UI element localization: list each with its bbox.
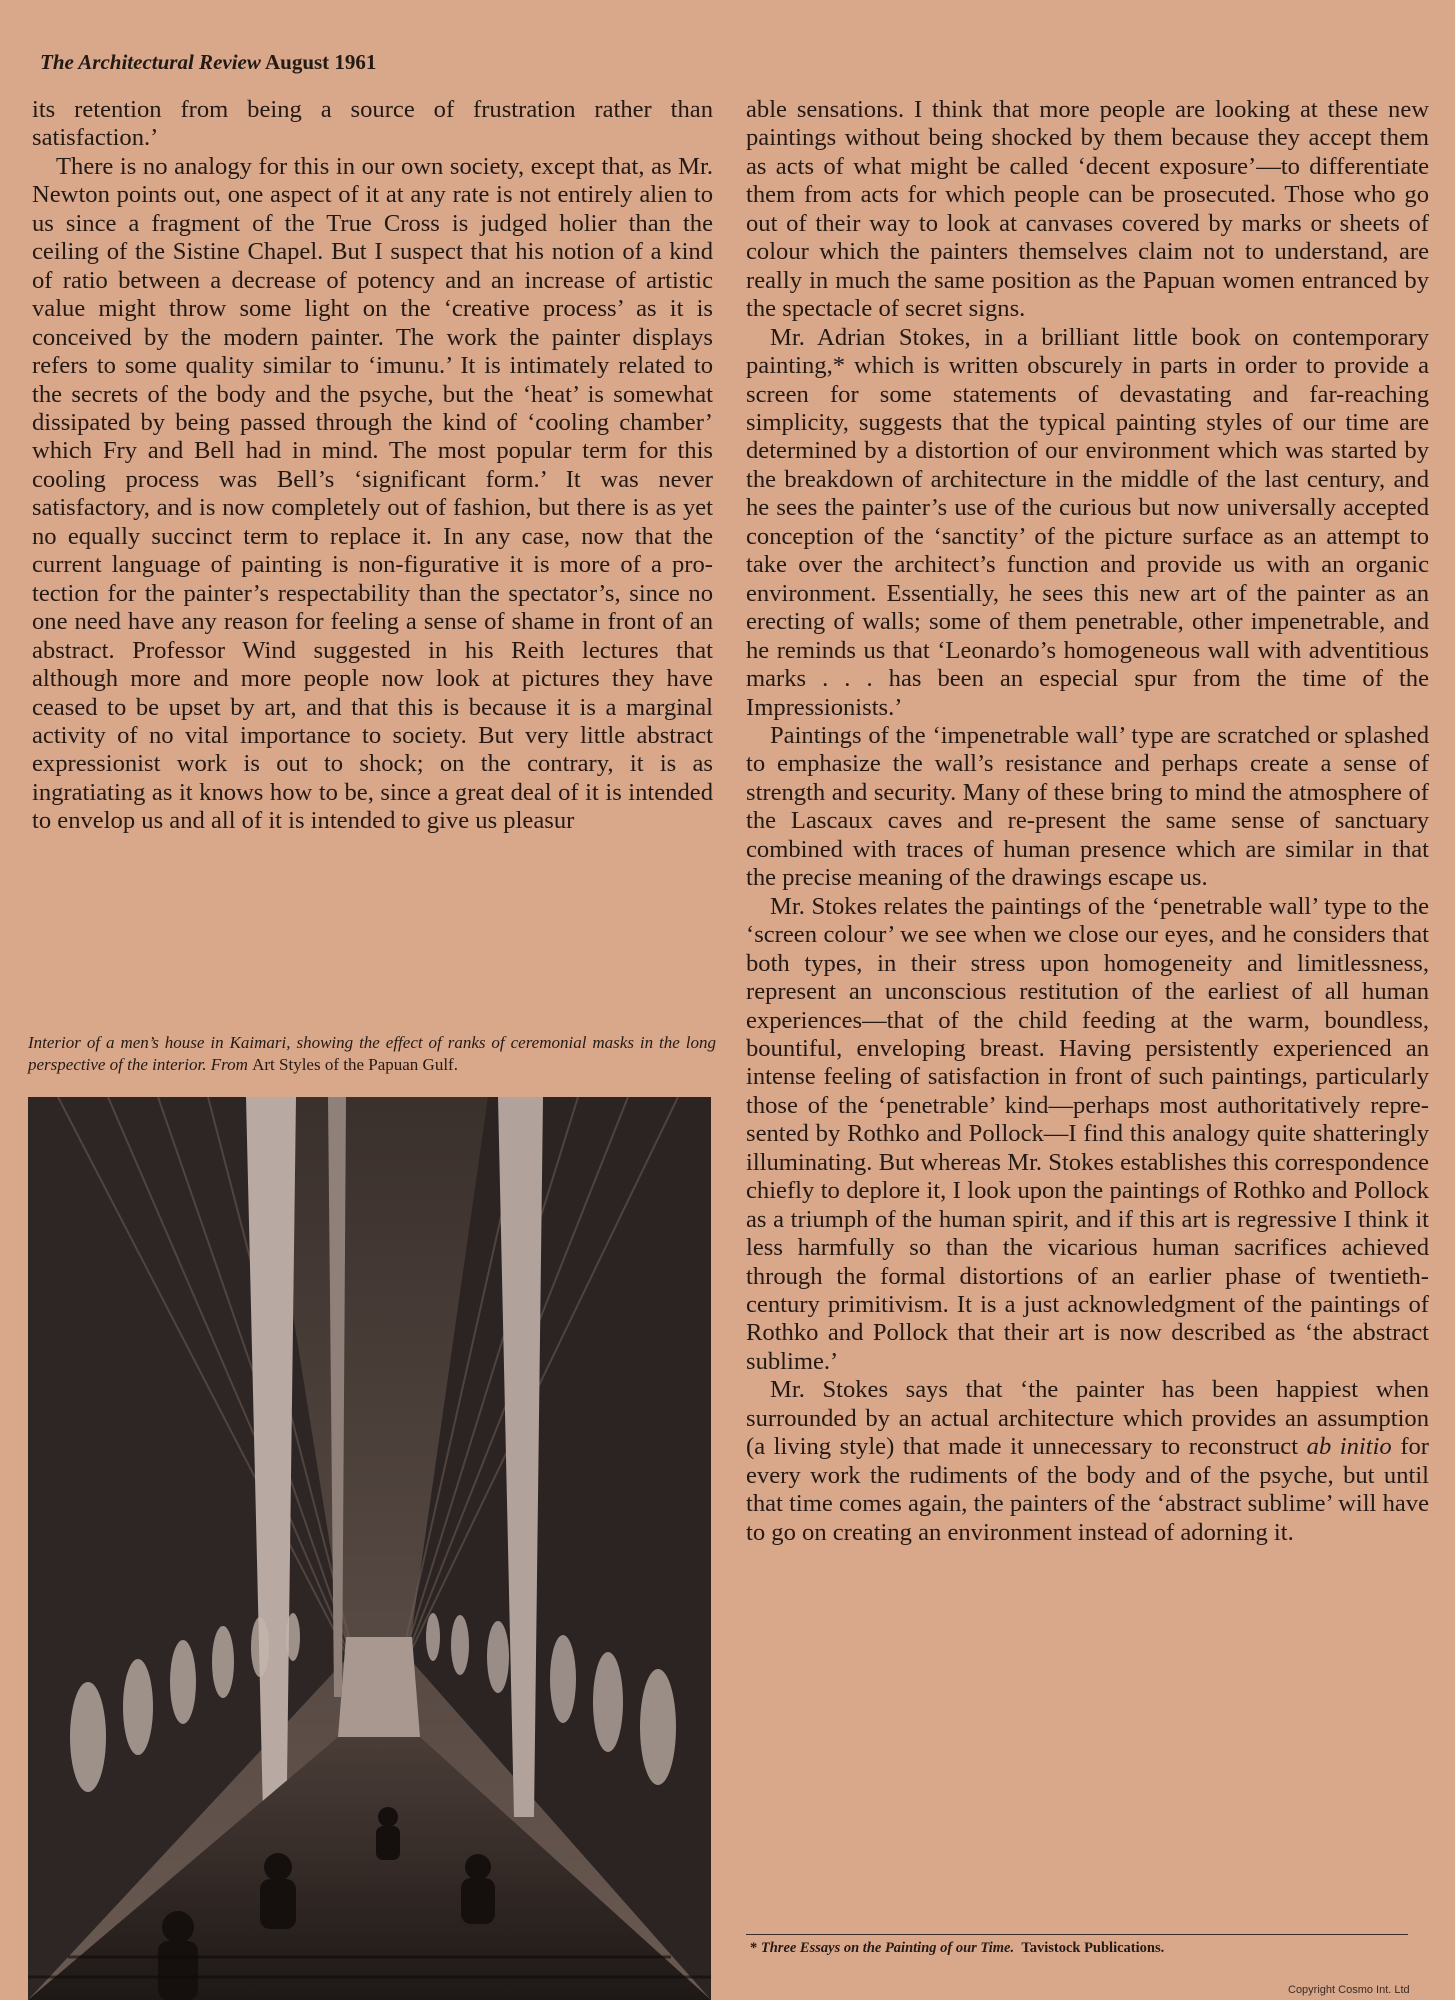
italic-latin-phrase: ab initio <box>1306 1433 1392 1461</box>
figure-caption <box>28 1032 716 1076</box>
photograph-illustration <box>28 1097 711 2000</box>
footnote-rule <box>746 1934 1408 1935</box>
footnote-publisher: Tavistock Publications. <box>1021 1940 1165 1956</box>
masthead <box>40 50 376 75</box>
paragraph: Paintings of the ‘impenetrable wall’ type are scratched or splashed to emphasize the wall’s resistance and perhaps create a sense of strength and security. Many of these bring to mind the atmosphere of the Lascaux caves and re-present the same sense of sanctuary combined with traces of human presence which are similar in that the precise meaning of the drawings escape us. <box>746 721 1429 892</box>
caption-text: Interior of a men’s house in Kaimari, showing the effect of ranks of ceremonial masks in the long perspective of the interior. From <box>28 1033 716 1074</box>
publication-title: The Architectural Review <box>40 50 261 74</box>
issue-date: August 1961 <box>264 50 377 74</box>
copyright-watermark: Copyright Cosmo Int. Ltd <box>1288 1984 1410 1996</box>
text-run: Mr. Stokes says that ‘the painter has been happiest when surrounded by an actual architecture which provides an assumption (a living style) that made it unnecessary to reconstruct <box>746 1376 1429 1461</box>
footnote <box>750 1940 1450 1957</box>
paragraph-final <box>746 1376 1429 1547</box>
text-run: for every work the rudiments of the body and of the psyche, but until that time comes again, the painters of the ‘abstract sublime’ will have to go on creating an environment instead of adorning it. <box>746 1433 1429 1546</box>
caption-source-title: Art Styles of the Papuan Gulf. <box>252 1055 458 1074</box>
paragraph-continued: able sensations. I think that more people are looking at these new paintings without being shocked by them because they accept them as acts of what might be called ‘decent exposure’—to differentiate them from acts for which people can be prosecuted. Those who go out of their way to look at canvases covered by marks or sheets of colour which the painters themselves claim not to understand, are really in much the same position as the Papuan women entranced by the spectacle of secret signs. <box>746 96 1429 323</box>
paragraph: Mr. Stokes relates the paintings of the ‘penetrable wall’ type to the ‘screen colour’ we see when we close our eyes, and he considers that both types, in their stress upon homogeneity and limitlessness, represent an unconscious restitution of the earliest of all human experiences—that of the child feeding at the warm, boundless, bountiful, enveloping breast. Having persistently experienced an intense feeling of satisfaction in front of such paintings, particularly those of the ‘penetrable’ kind—perhaps most authoritatively represented by Rothko and Pollock—I find this analogy quite shatteringly illuminating. But whereas Mr. Stokes establishes this correspondence chiefly to deplore it, I look upon the paintings of Rothko and Pollock as a triumph of the human spirit, and if this art is regressive I think it less harmfully so than the vicarious human sacrifices achieved through the formal distortions of an earlier phase of twentieth-century primitivism. It is a just acknowledgment of the paintings of Rothko and Pollock that their art is now described as ‘the abstract sublime.’ <box>746 892 1429 1375</box>
paragraph: There is no analogy for this in our own society, except that, as Mr. Newton points out, one aspect of it at any rate is not entirely alien to us since a fragment of the True Cross is judged holier than the ceiling of the Sistine Chapel. But I suspect that his notion of a kind of ratio between a decrease of potency and an increase of artistic value might throw some light on the ‘creative process’ as it is conceived by the modern painter. The work the painter displays refers to some quality similar to ‘imunu.’ It is intimately related to the secrets of the body and the psyche, but the ‘heat’ is somewhat dissipated by being passed through the kind of ‘cooling chamber’ which Fry and Bell had in mind. The most popular term for this cooling process was Bell’s ‘significant form.’ It was never satisfactory, and is now completely out of fashion, but there is as yet no equally succinct term to replace it. In any case, now that the current language of painting is non-figurative it is more of a protection for the painter’s respectability than the spectator’s, since no one need have any reason for feeling a sense of shame in front of an abstract. Professor Wind suggested in his Reith lectures that although more and more people now look at pictures they have ceased to be upset by art, and that this is because it is a marginal activity of no vital importance to society. But very little abstract expressionist work is out to shock; on the contrary, it is as ingratiating as it knows how to be, since a great deal of it is intended to envelop us and all of it is intended to give us pleasur <box>32 152 713 835</box>
mens-house-photograph <box>28 1097 711 2000</box>
left-column <box>32 96 713 836</box>
footnote-marker: * <box>750 1940 758 1956</box>
paragraph-continued: its retention from being a source of frustration rather than satisfaction.’ <box>32 96 713 152</box>
right-column <box>746 96 1429 1547</box>
paragraph: Mr. Adrian Stokes, in a brilliant little book on contemporary painting,* which is written obscurely in parts in order to provide a screen for some statements of devastating and far-reaching simplicity, suggests that the typical painting styles of our time are determined by a distortion of our environment which was started by the breakdown of architecture in the middle of the last century, and he sees the painter’s use of the curious but now universally accepted conception of the ‘sanctity’ of the picture surface as an attempt to take over the architect’s function and provide us with an organic environment. Essentially, he sees this new art of the painter as an erecting of walls; some of them penetrable, other impenetrable, and he reminds us that ‘Leonardo’s homogeneous wall with adventitious marks . . . has been an especial spur from the time of the Impressionists.’ <box>746 323 1429 721</box>
footnote-book-title: Three Essays on the Painting of our Time. <box>760 1940 1015 1956</box>
